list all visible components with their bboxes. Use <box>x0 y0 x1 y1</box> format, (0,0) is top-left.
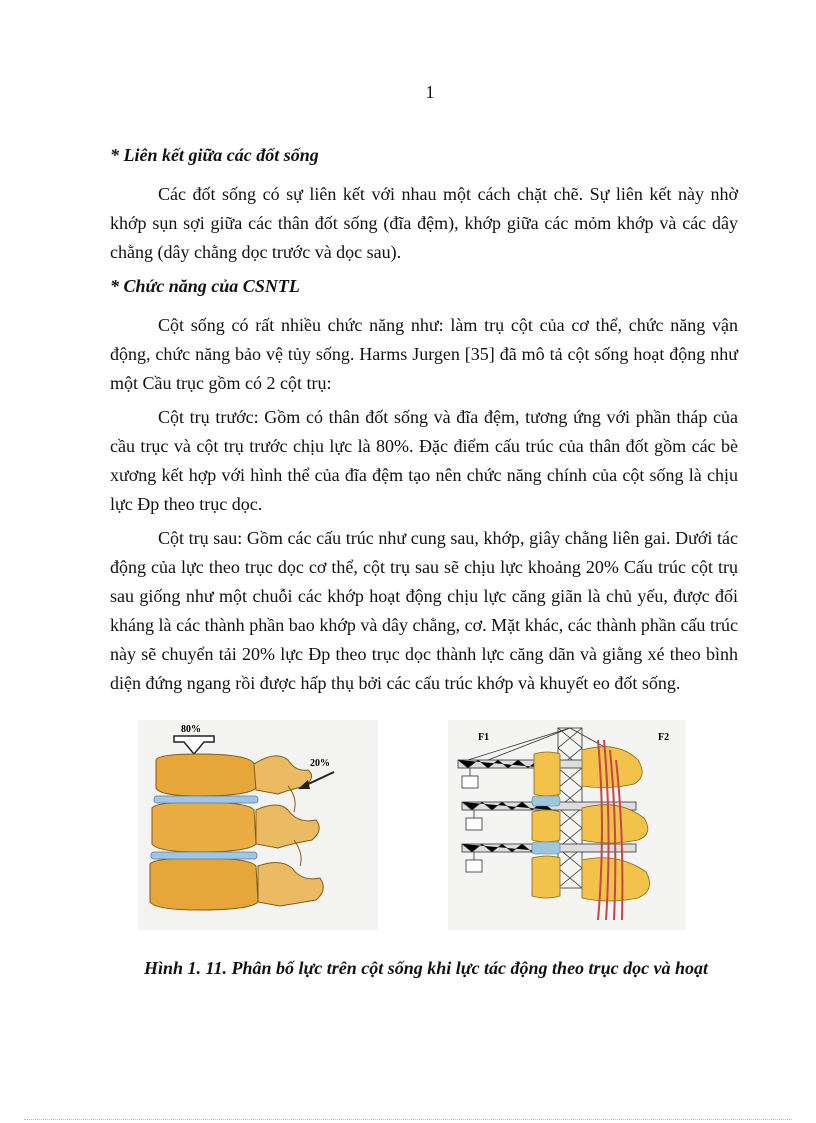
label-20-percent: 20% <box>310 758 330 769</box>
label-80-percent: 80% <box>181 724 201 735</box>
figure <box>138 720 686 930</box>
label-f1: F1 <box>478 732 490 743</box>
paragraph: Cột sống có rất nhiều chức năng như: làm trụ cột của cơ thể, chức năng vận động, chức năng bảo vệ tủy sống. Harms Jurgen [35] đã mô tả cột sống hoạt động như một Cầu trục gồm có 2 cột trụ: <box>110 315 738 393</box>
page-divider <box>24 1119 792 1120</box>
section-heading-lien-ket: * Liên kết giữa các đốt sống <box>110 145 319 165</box>
spine-load-illustration <box>138 720 378 930</box>
page-number: 1 <box>425 82 435 102</box>
figure-caption: Hình 1. 11. Phân bố lực trên cột sống khi lực tác động theo trục dọc và hoạt <box>143 958 709 978</box>
section-heading-chuc-nang: * Chức năng của CSNTL <box>110 276 300 296</box>
label-f2: F2 <box>658 732 670 743</box>
paragraph: Các đốt sống có sự liên kết với nhau một cách chặt chẽ. Sự liên kết này nhờ khớp sụn sợi giữa các thân đốt sống (đĩa đệm), khớp giữa các mỏm khớp và các dây chằng (dây chằng dọc trước và dọc sau). <box>110 184 738 262</box>
paragraph: Cột trụ trước: Gồm có thân đốt sống và đĩa đệm, tương ứng với phần tháp của cầu trục và cột trụ trước chịu lực là 80%. Đặc điểm cấu trúc của thân đốt gồm các bè xương kết hợp với hình thể của đĩa đệm tạo nên chức năng chính của cột sống là chịu lực Đp theo trục dọc. <box>110 407 738 514</box>
spine-crane-illustration <box>448 720 686 930</box>
paragraph: Cột trụ sau: Gồm các cấu trúc như cung sau, khớp, giây chằng liên gai. Dưới tác động của lực theo trục dọc cơ thể, cột trụ sau sẽ chịu lực khoảng 20% Cấu trúc cột trụ sau giống như một chuỗi các khớp hoạt động chịu lực căng giãn là chủ yếu, được đối kháng là các thành phần bao khớp và dây chằng, cơ. Mặt khác, các thành phần cấu trúc này sẽ chuyển tải 20% lực Đp theo trục dọc thành lực căng dãn và giằng xé theo bình diện đứng ngang rồi được hấp thụ bởi các cấu trúc khớp và khuyết eo đốt sống. <box>110 528 738 693</box>
document-body <box>110 142 738 703</box>
